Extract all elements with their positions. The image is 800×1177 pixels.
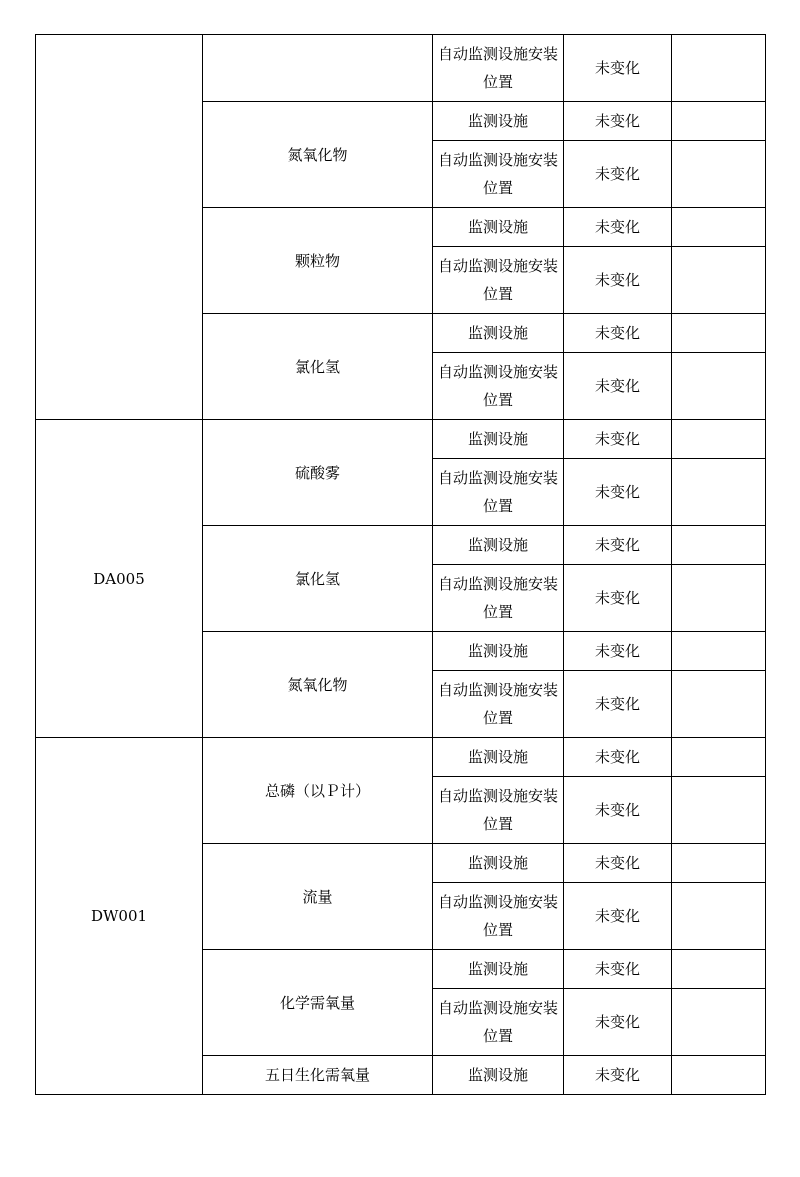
monitoring-item-cell: 自动监测设施安装位置 xyxy=(433,353,564,420)
status-cell: 未变化 xyxy=(564,632,672,671)
remark-cell xyxy=(672,989,766,1056)
monitoring-item-cell: 监测设施 xyxy=(433,632,564,671)
remark-cell xyxy=(672,1056,766,1095)
table-row xyxy=(36,420,766,459)
monitoring-item-cell: 监测设施 xyxy=(433,950,564,989)
remark-cell xyxy=(672,632,766,671)
status-cell: 未变化 xyxy=(564,565,672,632)
monitoring-item-cell: 监测设施 xyxy=(433,208,564,247)
table-row xyxy=(36,35,766,102)
monitoring-item-cell: 自动监测设施安装位置 xyxy=(433,989,564,1056)
pollutant-cell: 氯化氢 xyxy=(203,314,433,420)
status-cell: 未变化 xyxy=(564,1056,672,1095)
remark-cell xyxy=(672,141,766,208)
monitoring-item-cell: 监测设施 xyxy=(433,526,564,565)
remark-cell xyxy=(672,777,766,844)
outlet-cell xyxy=(36,35,203,420)
remark-cell xyxy=(672,738,766,777)
pollutant-cell: 硫酸雾 xyxy=(203,420,433,526)
remark-cell xyxy=(672,526,766,565)
monitoring-item-cell: 自动监测设施安装位置 xyxy=(433,671,564,738)
monitoring-item-cell: 监测设施 xyxy=(433,420,564,459)
remark-cell xyxy=(672,844,766,883)
status-cell: 未变化 xyxy=(564,247,672,314)
status-cell: 未变化 xyxy=(564,950,672,989)
status-cell: 未变化 xyxy=(564,844,672,883)
remark-cell xyxy=(672,671,766,738)
pollutant-cell: 流量 xyxy=(203,844,433,950)
outlet-cell: DA005 xyxy=(36,420,203,738)
status-cell: 未变化 xyxy=(564,314,672,353)
monitoring-item-cell: 自动监测设施安装位置 xyxy=(433,141,564,208)
status-cell: 未变化 xyxy=(564,420,672,459)
pollutant-cell: 氯化氢 xyxy=(203,526,433,632)
remark-cell xyxy=(672,883,766,950)
table-row xyxy=(36,738,766,777)
outlet-cell: DW001 xyxy=(36,738,203,1095)
pollutant-cell: 氮氧化物 xyxy=(203,102,433,208)
status-cell: 未变化 xyxy=(564,353,672,420)
status-cell: 未变化 xyxy=(564,102,672,141)
pollutant-cell: 化学需氧量 xyxy=(203,950,433,1056)
remark-cell xyxy=(672,247,766,314)
monitoring-item-cell: 自动监测设施安装位置 xyxy=(433,565,564,632)
monitoring-item-cell: 自动监测设施安装位置 xyxy=(433,777,564,844)
remark-cell xyxy=(672,565,766,632)
monitoring-item-cell: 自动监测设施安装位置 xyxy=(433,883,564,950)
pollutant-cell: 氮氧化物 xyxy=(203,632,433,738)
remark-cell xyxy=(672,459,766,526)
monitoring-item-cell: 自动监测设施安装位置 xyxy=(433,459,564,526)
status-cell: 未变化 xyxy=(564,526,672,565)
pollutant-cell xyxy=(203,35,433,102)
monitoring-item-cell: 监测设施 xyxy=(433,1056,564,1095)
remark-cell xyxy=(672,950,766,989)
remark-cell xyxy=(672,102,766,141)
monitoring-item-cell: 监测设施 xyxy=(433,844,564,883)
status-cell: 未变化 xyxy=(564,989,672,1056)
status-cell: 未变化 xyxy=(564,671,672,738)
pollutant-cell: 颗粒物 xyxy=(203,208,433,314)
pollutant-cell: 总磷（以Ｐ计） xyxy=(203,738,433,844)
remark-cell xyxy=(672,420,766,459)
status-cell: 未变化 xyxy=(564,459,672,526)
status-cell: 未变化 xyxy=(564,777,672,844)
status-cell: 未变化 xyxy=(564,208,672,247)
monitoring-item-cell: 监测设施 xyxy=(433,314,564,353)
remark-cell xyxy=(672,35,766,102)
status-cell: 未变化 xyxy=(564,35,672,102)
status-cell: 未变化 xyxy=(564,738,672,777)
remark-cell xyxy=(672,208,766,247)
monitoring-item-cell: 自动监测设施安装位置 xyxy=(433,247,564,314)
monitoring-item-cell: 自动监测设施安装位置 xyxy=(433,35,564,102)
monitoring-item-cell: 监测设施 xyxy=(433,102,564,141)
pollutant-cell: 五日生化需氧量 xyxy=(203,1056,433,1095)
remark-cell xyxy=(672,314,766,353)
monitoring-facility-table xyxy=(35,34,766,1095)
status-cell: 未变化 xyxy=(564,883,672,950)
monitoring-item-cell: 监测设施 xyxy=(433,738,564,777)
status-cell: 未变化 xyxy=(564,141,672,208)
remark-cell xyxy=(672,353,766,420)
